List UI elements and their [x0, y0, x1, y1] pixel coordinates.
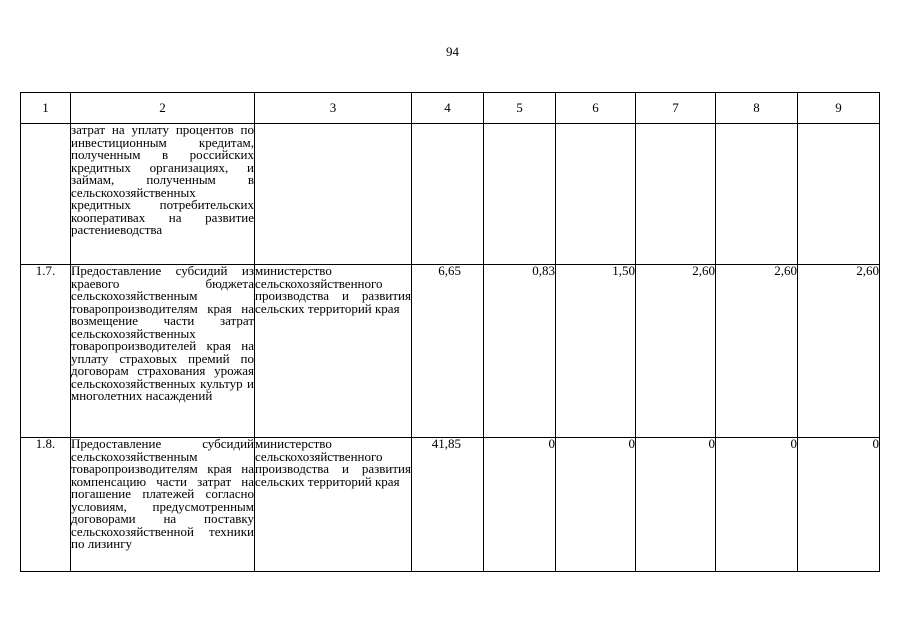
header-cell: 7 — [636, 93, 716, 124]
row-value: 1,50 — [556, 265, 636, 438]
row-value: 6,65 — [412, 265, 484, 438]
header-cell: 3 — [255, 93, 412, 124]
row-value — [716, 124, 798, 265]
header-cell: 5 — [484, 93, 556, 124]
row-value: 0 — [484, 438, 556, 572]
header-cell: 6 — [556, 93, 636, 124]
row-description: затрат на уплату процентов по инвестиционным кредитам, полученным в российских кредитных организациях, и займам, полученным в сельскохозяйственных кредитных потребительских кооперативах на развитие растениеводства — [71, 124, 255, 265]
row-number — [21, 124, 71, 265]
row-executor: министерство сельскохозяйственного производства и развития сельских территорий края — [255, 438, 412, 572]
row-description: Предоставление субсидий из краевого бюджета сельскохозяйственным товаропроизводителям края на возмещение части затрат сельскохозяйственных товаропроизводителей края на уплату страховых премий по договорам страхования урожая сельскохозяйственных культур и многолетних насаждений — [71, 265, 255, 438]
row-value: 2,60 — [636, 265, 716, 438]
header-cell: 9 — [798, 93, 880, 124]
row-executor: министерство сельскохозяйственного производства и развития сельских территорий края — [255, 265, 412, 438]
row-value — [412, 124, 484, 265]
row-value: 0 — [798, 438, 880, 572]
data-table — [20, 92, 880, 572]
table-row — [21, 124, 880, 265]
header-cell: 2 — [71, 93, 255, 124]
header-cell: 1 — [21, 93, 71, 124]
header-row — [21, 93, 880, 124]
row-value — [636, 124, 716, 265]
row-value — [556, 124, 636, 265]
header-cell: 8 — [716, 93, 798, 124]
row-number: 1.8. — [21, 438, 71, 572]
row-value: 0 — [636, 438, 716, 572]
row-number: 1.7. — [21, 265, 71, 438]
row-value: 0 — [556, 438, 636, 572]
page-number: 94 — [446, 44, 459, 59]
row-executor — [255, 124, 412, 265]
row-value: 41,85 — [412, 438, 484, 572]
row-value — [798, 124, 880, 265]
row-value: 0 — [716, 438, 798, 572]
row-value: 2,60 — [798, 265, 880, 438]
row-value — [484, 124, 556, 265]
row-description: Предоставление субсидий сельскохозяйственным товаропроизводителям края на компенсацию части затрат на погашение платежей согласно условиям, предусмотренным договорами на поставку сельскохозяйственной техники по лизингу — [71, 438, 255, 572]
row-value: 0,83 — [484, 265, 556, 438]
table-row — [21, 438, 880, 572]
header-cell: 4 — [412, 93, 484, 124]
row-value: 2,60 — [716, 265, 798, 438]
table-row — [21, 265, 880, 438]
